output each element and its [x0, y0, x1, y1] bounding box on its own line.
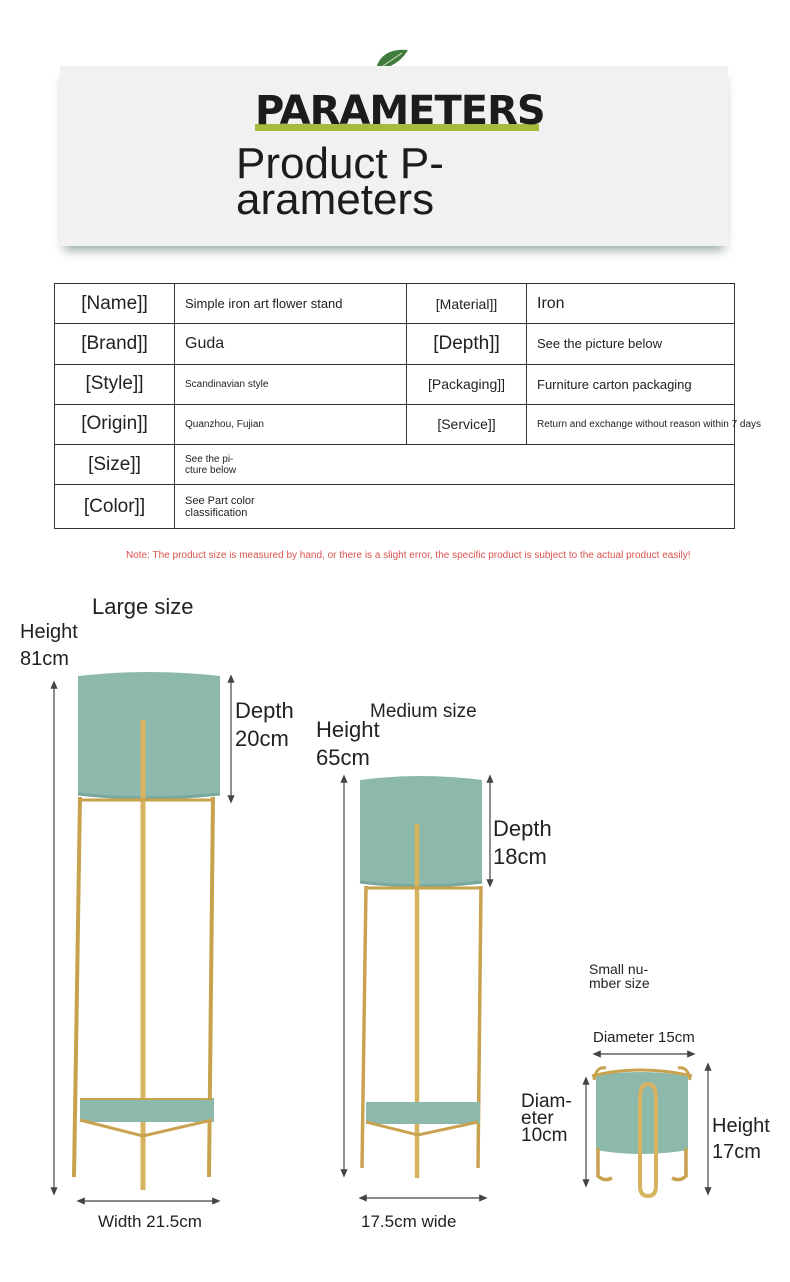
large-width-label: Width 21.5cm	[98, 1212, 202, 1231]
param-key: [Brand]]	[55, 324, 175, 364]
large-depth-label: Depth 20cm	[235, 698, 294, 751]
medium-stand-illustration	[360, 776, 482, 1178]
small-size-title: Small nu- mber size	[589, 961, 650, 991]
param-key: [Material]]	[407, 284, 527, 324]
param-value: Quanzhou, Fujian	[175, 404, 407, 444]
banner-subtitle: Product P- arameters	[236, 139, 444, 224]
small-diameter-side-label: Diam- eter 10cm	[521, 1091, 572, 1146]
small-diameter-top-label: Diameter 15cm	[593, 1029, 695, 1046]
param-value: Scandinavian style	[175, 364, 407, 404]
medium-size-title: Medium size	[370, 701, 477, 722]
banner-heading: PARAMETERS	[255, 88, 545, 134]
param-value: Return and exchange without reason within 7 days	[527, 404, 735, 444]
param-key: [Style]]	[55, 364, 175, 404]
param-key: [Packaging]]	[407, 364, 527, 404]
param-value: Simple iron art flower stand	[175, 284, 407, 324]
medium-depth-label: Depth 18cm	[493, 816, 552, 869]
large-stand-illustration	[74, 672, 220, 1190]
param-key: [Size]]	[55, 445, 175, 485]
medium-height-label: Height 65cm	[316, 717, 380, 770]
measurement-note: Note: The product size is measured by hand, or there is a slight error, the specific product is subject to the actual product easily!	[126, 550, 691, 561]
param-key: [Name]]	[55, 284, 175, 324]
large-height-label: Height 81cm	[20, 621, 78, 670]
large-size-title: Large size	[92, 594, 194, 619]
param-value: Guda	[175, 324, 407, 364]
medium-width-label: 17.5cm wide	[361, 1212, 457, 1231]
small-height-label: Height 17cm	[712, 1115, 770, 1163]
param-key: [Origin]]	[55, 404, 175, 444]
param-key: [Depth]]	[407, 324, 527, 364]
param-value: Furniture carton packaging	[527, 364, 735, 404]
param-key: [Color]]	[55, 485, 175, 529]
small-stand-illustration	[592, 1068, 692, 1196]
param-value: See the picture below	[527, 324, 735, 364]
size-value-text: See the pi- cture below	[185, 453, 237, 476]
param-key: [Service]]	[407, 404, 527, 444]
color-value-text: See Part color classification	[185, 494, 255, 519]
param-value: Iron	[527, 284, 735, 324]
